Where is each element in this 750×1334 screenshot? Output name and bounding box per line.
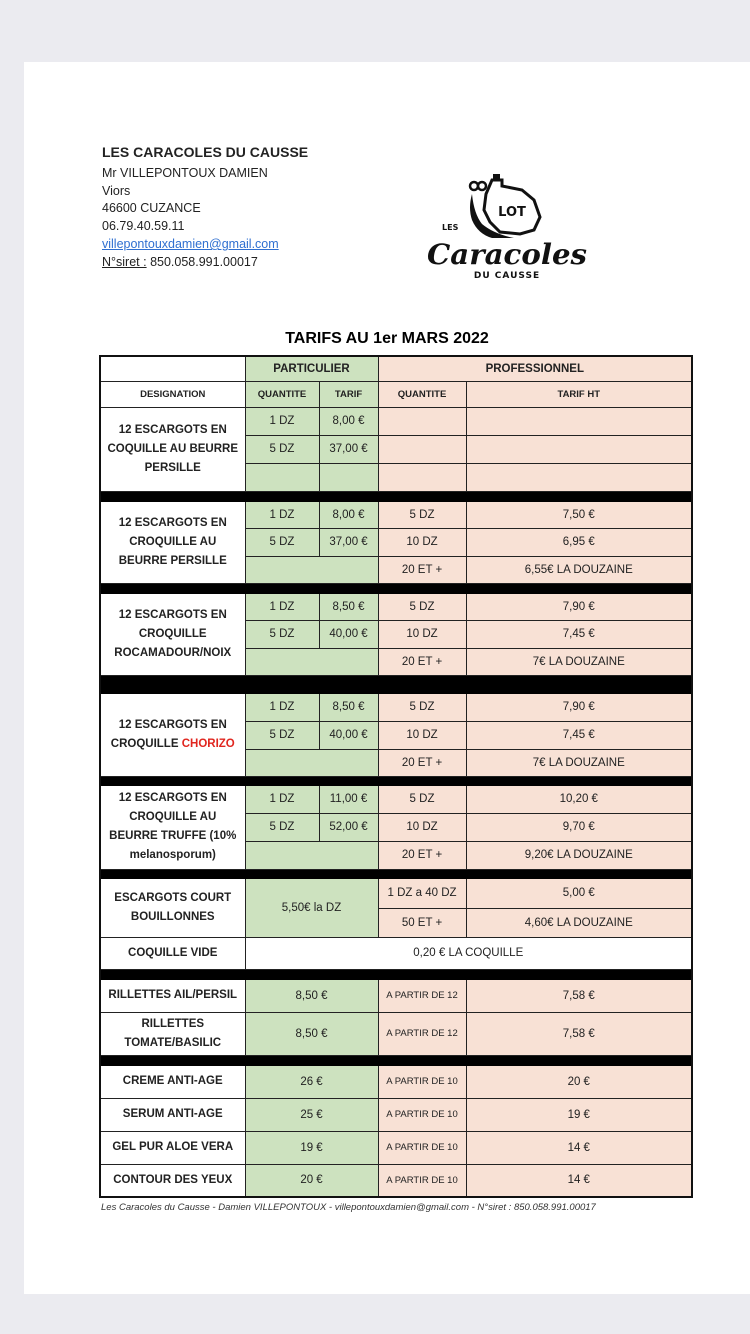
designation-cell	[100, 1164, 245, 1197]
pro-price: 7€ LA DOUZAINE	[466, 648, 692, 675]
particulier-price: 19 €	[245, 1131, 378, 1164]
pro-quantity: 10 DZ	[378, 721, 466, 749]
pro-price: 7,45 €	[466, 620, 692, 648]
pro-price: 5,00 €	[466, 878, 692, 908]
separator	[100, 1055, 692, 1065]
designation-line: CROQUILLE AU	[129, 811, 217, 823]
separator	[100, 969, 692, 979]
pro-quantity: A PARTIR DE 10	[378, 1098, 466, 1131]
table-row	[100, 1065, 692, 1098]
pro-price: 7,90 €	[466, 693, 692, 721]
designation-line: PERSILLE	[144, 461, 201, 474]
table-row	[100, 693, 692, 721]
coquille-label: COQUILLE VIDE	[100, 937, 245, 969]
particulier-price: 8,00 €	[319, 407, 378, 435]
pro-quantity: 20 ET +	[378, 749, 466, 776]
separator	[100, 675, 692, 693]
designation-line: 12 ESCARGOTS EN	[118, 608, 227, 621]
particulier-price: 8,50 €	[319, 593, 378, 620]
pro-quantity: 20 ET +	[378, 648, 466, 675]
pro-price: 9,70 €	[466, 813, 692, 841]
particulier-quantity: 5 DZ	[245, 813, 319, 841]
siret-label: N°siret :	[102, 254, 147, 269]
designation-cell	[100, 785, 245, 869]
particulier-header: PARTICULIER	[245, 356, 378, 381]
designation-line: CROQUILLE	[138, 627, 207, 640]
particulier-price: 25 €	[245, 1098, 378, 1131]
table-row	[100, 356, 692, 381]
pro-price	[466, 435, 692, 463]
particulier-empty	[245, 841, 378, 869]
designation-line: 12 ESCARGOTS EN	[118, 423, 227, 436]
table-row	[100, 1012, 692, 1055]
logo-lot: LOT	[498, 205, 526, 220]
separator-row	[100, 969, 692, 979]
table-row	[100, 501, 692, 528]
designation-line: 12 ESCARGOTS EN	[118, 718, 227, 731]
professionnel-header: PROFESSIONNEL	[378, 356, 692, 381]
designation-cell	[100, 1012, 245, 1055]
designation-header: DESIGNATION	[100, 381, 245, 407]
tarif-header: TARIF	[319, 381, 378, 407]
pro-quantity: 10 DZ	[378, 528, 466, 556]
separator-row	[100, 583, 692, 593]
pro-quantity: 5 DZ	[378, 501, 466, 528]
pro-quantity: 5 DZ	[378, 693, 466, 721]
designation-cell	[100, 407, 245, 491]
pro-quantity: 20 ET +	[378, 841, 466, 869]
designation-line: RILLETTES AIL/PERSIL	[108, 989, 238, 1001]
designation-line: GEL PUR ALOE VERA	[112, 1141, 234, 1153]
particulier-quantity: 5 DZ	[245, 435, 319, 463]
particulier-price: 40,00 €	[319, 620, 378, 648]
particulier-quantity: 1 DZ	[245, 785, 319, 813]
table-row	[100, 785, 692, 813]
table-row	[100, 593, 692, 620]
pro-quantity: 50 ET +	[378, 908, 466, 937]
table-row	[100, 1098, 692, 1131]
separator	[100, 583, 692, 593]
table-row	[100, 1131, 692, 1164]
quantite-pro-header: QUANTITE	[378, 381, 466, 407]
price-list-title: TARIFS AU 1er MARS 2022	[285, 330, 489, 347]
pro-quantity: A PARTIR DE 12	[378, 979, 466, 1012]
separator	[100, 776, 692, 785]
pro-price: 6,55€ LA DOUZAINE	[466, 556, 692, 583]
designation-line: CONTOUR DES YEUX	[113, 1173, 233, 1186]
designation-line: COQUILLE AU BEURRE	[107, 442, 239, 455]
particulier-price: 8,50 €	[245, 1012, 378, 1055]
pro-price: 7,90 €	[466, 593, 692, 620]
designation-cell	[100, 878, 245, 937]
pro-quantity: A PARTIR DE 10	[378, 1164, 466, 1197]
designation-line: BOUILLONNES	[130, 910, 215, 923]
pro-quantity: 10 DZ	[378, 813, 466, 841]
logo-caracoles: Caracoles	[427, 238, 588, 271]
document-page	[24, 62, 750, 1294]
phone: 06.79.40.59.11	[102, 219, 185, 234]
particulier-quantity: 1 DZ	[245, 501, 319, 528]
separator-row	[100, 776, 692, 785]
particulier-price: 11,00 €	[319, 785, 378, 813]
particulier-price: 26 €	[245, 1065, 378, 1098]
particulier-price: 52,00 €	[319, 813, 378, 841]
pro-quantity: A PARTIR DE 10	[378, 1131, 466, 1164]
pro-quantity: 10 DZ	[378, 620, 466, 648]
separator-row	[100, 675, 692, 693]
pro-quantity	[378, 435, 466, 463]
designation-cell	[100, 593, 245, 675]
particulier-quantity: 5 DZ	[245, 721, 319, 749]
pro-quantity: 20 ET +	[378, 556, 466, 583]
particulier-quantity: 5 DZ	[245, 528, 319, 556]
particulier-empty	[245, 749, 378, 776]
pro-price: 7,58 €	[466, 1012, 692, 1055]
address-city: 46600 CUZANCE	[102, 201, 201, 216]
pro-price: 10,20 €	[466, 785, 692, 813]
particulier-empty	[245, 648, 378, 675]
particulier-quantity: 1 DZ	[245, 407, 319, 435]
pro-price: 14 €	[466, 1131, 692, 1164]
designation-line: 12 ESCARGOTS EN	[118, 792, 227, 804]
designation-line: TOMATE/BASILIC	[124, 1036, 222, 1049]
pro-quantity: 5 DZ	[378, 593, 466, 620]
designation-line: CROQUILLE AU	[129, 535, 217, 548]
designation-highlight: CHORIZO	[181, 737, 235, 750]
designation-line: ESCARGOTS COURT	[114, 891, 232, 904]
tarif-ht-header: TARIF HT	[466, 381, 692, 407]
designation-line	[101, 735, 245, 754]
particulier-price: 8,50 €	[319, 693, 378, 721]
separator-row	[100, 869, 692, 878]
separator	[100, 491, 692, 501]
particulier-price: 20 €	[245, 1164, 378, 1197]
pro-quantity: 1 DZ a 40 DZ	[378, 878, 466, 908]
price-table-section	[99, 355, 699, 1213]
particulier-price: 5,50€ la DZ	[245, 878, 378, 937]
table-row	[100, 407, 692, 435]
designation-cell	[100, 1131, 245, 1164]
designation-line: melanosporum)	[129, 849, 216, 861]
designation-line: BEURRE TRUFFE (10%	[109, 830, 237, 842]
designation-line: ROCAMADOUR/NOIX	[114, 646, 232, 659]
separator	[100, 869, 692, 878]
designation-text: CROQUILLE	[110, 737, 179, 750]
particulier-price: 37,00 €	[319, 528, 378, 556]
particulier-price	[319, 463, 378, 491]
pro-quantity	[378, 463, 466, 491]
pro-price: 4,60€ LA DOUZAINE	[466, 908, 692, 937]
pro-price: 7€ LA DOUZAINE	[466, 749, 692, 776]
designation-cell	[100, 979, 245, 1012]
address-place: Viors	[102, 183, 131, 198]
designation-cell	[100, 1065, 245, 1098]
table-row	[100, 1164, 692, 1197]
quantite-header: QUANTITE	[245, 381, 319, 407]
company-header	[102, 144, 308, 272]
particulier-empty	[245, 556, 378, 583]
separator-row	[100, 491, 692, 501]
pro-price: 7,50 €	[466, 501, 692, 528]
email-link[interactable]: villepontouxdamien@gmail.com	[102, 236, 279, 251]
particulier-quantity: 5 DZ	[245, 620, 319, 648]
pro-price: 14 €	[466, 1164, 692, 1197]
pro-price	[466, 407, 692, 435]
logo-du-causse: DU CAUSSE	[473, 271, 541, 281]
particulier-price: 37,00 €	[319, 435, 378, 463]
designation-line: 12 ESCARGOTS EN	[118, 516, 227, 529]
company-name: LES CARACOLES DU CAUSSE	[102, 144, 309, 160]
pro-quantity	[378, 407, 466, 435]
particulier-price: 40,00 €	[319, 721, 378, 749]
coquille-price: 0,20 € LA COQUILLE	[245, 937, 692, 969]
designation-cell	[100, 501, 245, 583]
pro-quantity: A PARTIR DE 12	[378, 1012, 466, 1055]
particulier-price: 8,50 €	[245, 979, 378, 1012]
logo-les: LES	[442, 223, 459, 232]
particulier-quantity: 1 DZ	[245, 693, 319, 721]
pro-price: 7,45 €	[466, 721, 692, 749]
table-row	[100, 937, 692, 969]
pro-price: 9,20€ LA DOUZAINE	[466, 841, 692, 869]
designation-cell	[100, 1098, 245, 1131]
pro-quantity: A PARTIR DE 10	[378, 1065, 466, 1098]
designation-line: CREME ANTI-AGE	[122, 1075, 223, 1087]
designation-line: RILLETTES	[141, 1017, 205, 1030]
price-table	[99, 355, 693, 1198]
particulier-quantity: 1 DZ	[245, 593, 319, 620]
designation-line: SERUM ANTI-AGE	[122, 1108, 223, 1120]
blank-header-cell	[100, 356, 245, 381]
table-row	[100, 381, 692, 407]
pro-price	[466, 463, 692, 491]
table-row	[100, 979, 692, 1012]
siret	[102, 254, 308, 272]
particulier-price: 8,00 €	[319, 501, 378, 528]
pro-price: 6,95 €	[466, 528, 692, 556]
company-logo	[422, 172, 592, 282]
footer: Les Caracoles du Causse - Damien VILLEPONTOUX - villepontouxdamien@gmail.com - N°siret : 850.058.991.00017	[101, 1202, 596, 1213]
pro-price: 20 €	[466, 1065, 692, 1098]
separator-row	[100, 1055, 692, 1065]
table-row	[100, 878, 692, 908]
designation-line: BEURRE PERSILLE	[118, 554, 227, 567]
pro-price: 19 €	[466, 1098, 692, 1131]
designation-cell	[100, 693, 245, 776]
pro-quantity: 5 DZ	[378, 785, 466, 813]
owner-name: Mr VILLEPONTOUX DAMIEN	[102, 165, 268, 180]
particulier-quantity	[245, 463, 319, 491]
siret-value: 850.058.991.00017	[146, 254, 258, 269]
pro-price: 7,58 €	[466, 979, 692, 1012]
